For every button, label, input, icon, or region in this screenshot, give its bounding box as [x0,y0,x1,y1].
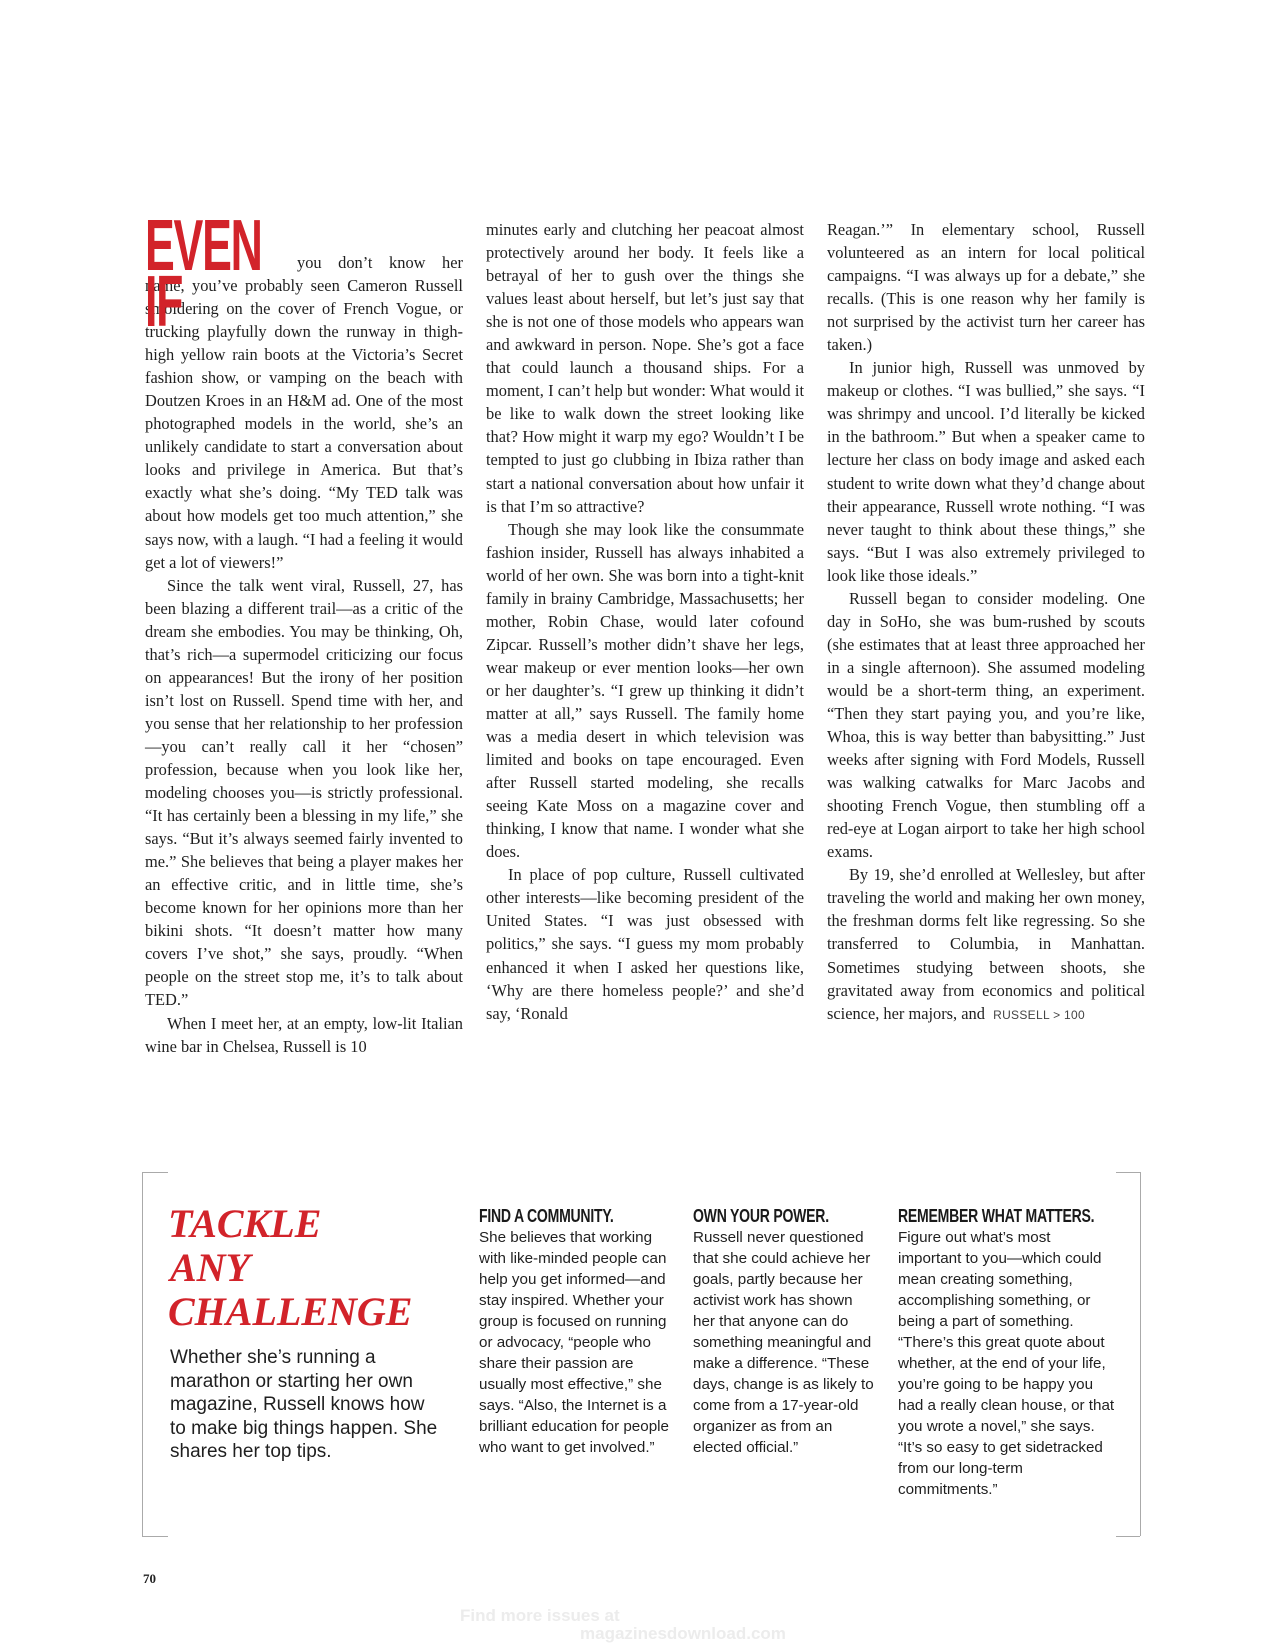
sidebar-title-line: CHALLENGE [168,1289,413,1334]
tip-remember-matters [898,1205,1118,1500]
paragraph-text: By 19, she’d enrolled at Wellesley, but after traveling the world and making her own money, the freshman dorms felt like regressing. So she transferred to Columbia, in Manhattan. Sometimes studying between shoots, she gravitated away from economics and political science, her majors, and [827,865,1145,1023]
sidebar-border [1116,1536,1140,1537]
lead-in-headline: EVEN IF [145,206,262,342]
article-paragraph [145,206,463,574]
article-column-2 [486,218,804,1025]
article-paragraph: Since the talk went viral, Russell, 27, has been blazing a different trail—as a critic of the dream she embodies. You may be thinking, Oh, that’s rich—a supermodel criticizing our focus on appearances! But the irony of her position isn’t lost on Russell. Spend time with her, and you sense that her relationship to her profession—you can’t really call it her “chosen” profession, because when you look like her, modeling chooses you—is strictly professional. “It has certainly been a blessing in my life,” she says. “But it’s always seemed fairly invented to me.” She believes that being a player makes her an effective critic, and in little time, she’s become known for her opinions more than her bikini shots. “It doesn’t matter how many covers I’ve shot,” she says, proudly. “When people on the street stop me, it’s to talk about TED.” [145,575,463,1010]
continued-jump-link: RUSSELL > 100 [993,1007,1085,1022]
article-paragraph: minutes early and clutching her peacoat almost protectively around her body. It feels like a betrayal of her to gush over the things she values least about herself, but let’s just say that she is not one of those models who appears wan and awkward in person. Nope. She’s got a face that could launch a thousand ships. For a moment, I can’t help but wonder: What would it be like to walk down the street looking like that? How might it warp my ego? Wouldn’t I be tempted to just go clubbing in Ibiza rather than start a national conversation about how unfair it is that I’m so attractive? [486,220,804,516]
paragraph-text: you don’t know her name, you’ve probably seen Cameron Russell smoldering on the cover of French Vogue, or trucking playfully down the runway in thigh-high yellow rain boots at the Victoria’s Secret fashion show, or vamping on the beach with Doutzen Kroes in an H&M ad. One of the most photographed models in the world, she’s an unlikely candidate to start a conversation about looks and privilege in America. But that’s exactly what she’s doing. “My TED talk was about how models get too much attention,” she says now, with a laugh. “I had a feeling it would get a lot of viewers!” [145,252,463,572]
sidebar-title [168,1202,438,1334]
sidebar-border [142,1172,143,1536]
sidebar-border [1116,1172,1140,1173]
article-column-1 [145,206,463,1058]
tip-heading: REMEMBER WHAT MATTERS. [898,1206,1095,1226]
tip-body: She believes that working with like-minded people can help you get informed—and stay inspired. Whether your group is focused on running or advocacy, “people who share their passion are usually most effective,” she says. “Also, the Internet is a brilliant education for people who want to get involved.” [479,1229,669,1456]
tip-body: Russell never questioned that she could achieve her goals, partly because her activist work has shown her that anyone can do something meaningful and make a difference. “These days, change is as likely to come from a 17-year-old organizer as from an elected official.” [693,1229,874,1456]
sidebar-intro: Whether she’s running a marathon or starting her own magazine, Russell knows how to make big things happen. She shares her top tips. [170,1347,438,1462]
sidebar-title-line: TACKLE [168,1201,322,1246]
watermark-link[interactable]: magazinesdownload.com [580,1624,786,1643]
tip-heading: OWN YOUR POWER. [693,1206,829,1226]
article-paragraph: Russell began to consider modeling. One day in SoHo, she was bum-rushed by scouts (she estimates that at least three approached her in a single afternoon). She assumed modeling would be a short-term thing, an experiment. “Then they start paying you, and you’re like, Whoa, this is way better than babysitting.” Just weeks after signing with Ford Models, Russell was walking catwalks for Marc Jacobs and shooting French Vogue, then stumbling off a red-eye at Logan airport to take her high school exams. [827,588,1145,862]
article-column-3 [827,218,1145,1027]
tip-find-community [479,1205,669,1458]
article-paragraph: Reagan.’” In elementary school, Russell volunteered as an intern for local political campaigns. “I was always up for a debate,” she recalls. (This is one reason why her family is not surprised by the activist turn her career has taken.) [827,220,1145,355]
sidebar-border [1140,1172,1141,1536]
sidebar-border [142,1536,168,1537]
article-paragraph: In place of pop culture, Russell cultivated other interests—like becoming president of the United States. “I was just obsessed with politics,” she says. “I guess my mom probably enhanced it when I asked her questions like, ‘Why are there homeless people?’ and she’d say, ‘Ronald [486,865,804,1023]
page-number: 70 [143,1571,156,1586]
tip-own-power [693,1205,875,1458]
watermark [460,1607,786,1643]
article-paragraph [827,863,1145,1026]
tip-body: Figure out what’s most important to you—which could mean creating something, accomplishing something, or being a part of something. “There’s this great quote about whether, at the end of your life, you’re going to be happy you had a really clean house, or that you wrote a novel,” she says. “It’s so easy to get sidetracked from our long-term commitments.” [898,1229,1115,1498]
watermark-line: Find more issues at [460,1606,620,1625]
tip-heading: FIND A COMMUNITY. [479,1206,614,1226]
article-paragraph: Though she may look like the consummate fashion insider, Russell has always inhabited a world of her own. She was born into a tight-knit family in brainy Cambridge, Massachusetts; her mother, Robin Chase, would later cofound Zipcar. Russell’s mother didn’t shave her legs, wear makeup or ever mention looks—her own or her daughter’s. “I grew up thinking it didn’t matter at all,” says Russell. The family home was a media desert in which television was limited and books on tape encouraged. Even after Russell started modeling, she recalls seeing Kate Moss on a magazine cover and thinking, I know that name. I wonder what she does. [486,519,804,862]
sidebar-border [142,1172,168,1173]
article-paragraph: When I meet her, at an empty, low-lit Italian wine bar in Chelsea, Russell is 10 [145,1013,463,1056]
article-paragraph: In junior high, Russell was unmoved by makeup or clothes. “I was bullied,” she says. “I was shrimpy and uncool. I’d literally be kicked in the bathroom.” But when a speaker came to lecture her class on body image and asked each student to write down what they’d change about their appearance, Russell wrote nothing. “I was never taught to think about these things,” she says. “But I was also extremely privileged to look like those ideals.” [827,358,1145,585]
sidebar-title-line: ANY [170,1245,250,1290]
